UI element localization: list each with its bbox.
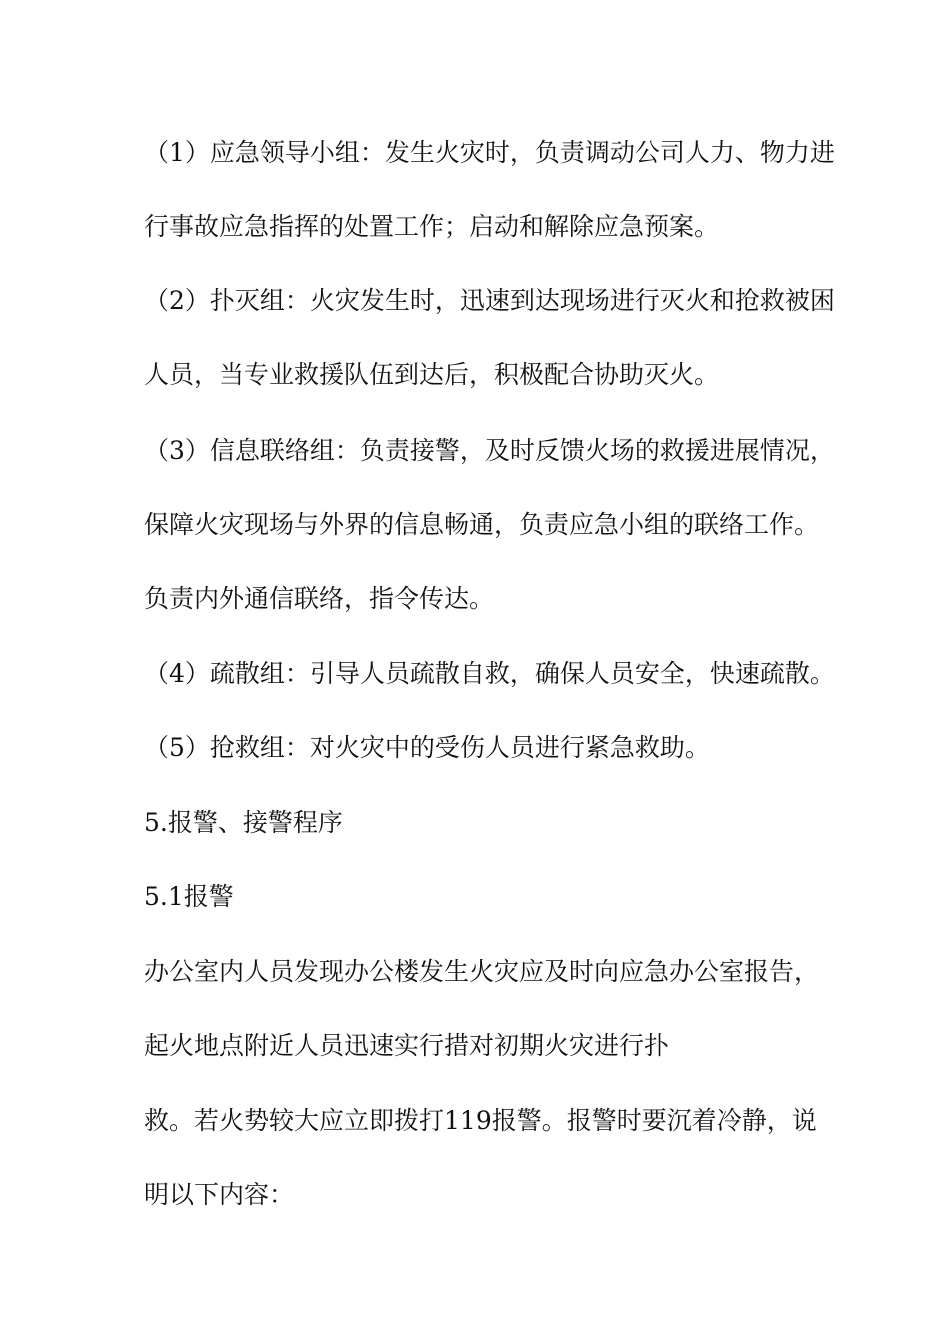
text-line-14: 救。若火势较大应立即拨打119报警。报警时要沉着冷静，说 [144,1106,817,1135]
text-line-2: 行事故应急指挥的处置工作；启动和解除应急预案。 [144,212,720,241]
text-line-1: （1）应急领导小组：发生火灾时，负责调动公司人力、物力进 [144,138,835,167]
text-line-6: 保障火灾现场与外界的信息畅通，负责应急小组的联络工作。 [144,510,820,539]
section-heading: 5.报警、接警程序 [144,808,343,837]
subsection-heading: 5.1报警 [144,882,234,911]
text-line-7: 负责内外通信联络，指令传达。 [144,584,495,613]
text-line-12: 办公室内人员发现办公楼发生火灾应及时向应急办公室报告， [144,957,820,986]
text-line-4: 人员，当专业救援队伍到达后，积极配合协助灭火。 [144,360,720,389]
text-line-13: 起火地点附近人员迅速实行措对初期火灾进行扑 [144,1031,670,1060]
text-line-5: （3）信息联络组：负责接警，及时反馈火场的救援进展情况， [144,436,835,465]
text-line-9: （5）抢救组：对火灾中的受伤人员进行紧急救助。 [144,733,710,762]
text-line-15: 明以下内容： [144,1180,295,1209]
text-line-3: （2）扑灭组：火灾发生时，迅速到达现场进行灭火和抢救被困 [144,286,835,315]
text-line-8: （4）疏散组：引导人员疏散自救，确保人员安全，快速疏散。 [144,659,835,688]
